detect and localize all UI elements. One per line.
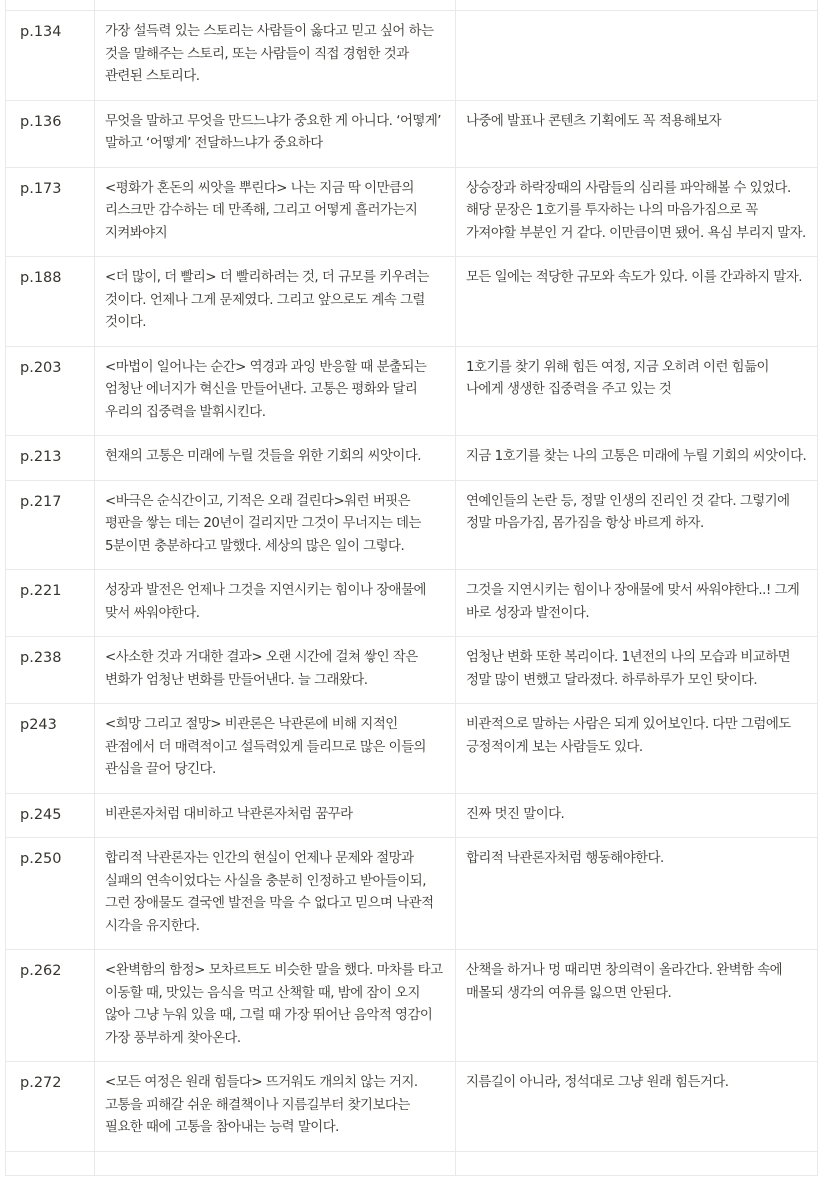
table-row xyxy=(6,704,818,794)
table-row xyxy=(6,480,818,570)
table-row xyxy=(6,838,818,950)
page-number-cell[interactable]: p.188 xyxy=(6,257,95,347)
reading-notes-table xyxy=(5,0,818,1176)
quote-cell[interactable] xyxy=(95,1151,456,1175)
table-row xyxy=(6,570,818,637)
page-number-cell[interactable]: p.238 xyxy=(6,637,95,704)
table-row xyxy=(6,346,818,436)
table-row xyxy=(6,950,818,1062)
quote-cell[interactable]: <희망 그리고 절망> 비관론은 낙관론에 비해 지적인 관점에서 더 매력적이고 설득력있게 들리므로 많은 이들의 관심을 끌어 당긴다. xyxy=(95,704,456,794)
page-number-cell[interactable]: p.221 xyxy=(6,570,95,637)
thought-cell[interactable]: 비관적으로 말하는 사람은 되게 있어보인다. 다만 그럼에도 긍정적이게 보는 사람들도 있다. xyxy=(456,704,818,794)
thought-cell[interactable]: 엄청난 변화 또한 복리이다. 1년전의 나의 모습과 비교하면 정말 많이 변했고 달라졌다. 하루하루가 모인 탓이다. xyxy=(456,637,818,704)
page-number-cell[interactable]: p.136 xyxy=(6,100,95,167)
page-number-cell[interactable] xyxy=(6,1151,95,1175)
thought-cell[interactable] xyxy=(456,0,818,11)
thought-cell[interactable]: 나중에 발표나 콘텐츠 기획에도 꼭 적용해보자 xyxy=(456,100,818,167)
quote-cell[interactable]: 가장 설득력 있는 스토리는 사람들이 옳다고 믿고 싶어 하는 것을 말해주는 스토리, 또는 사람들이 직접 경험한 것과 관련된 스토리다. xyxy=(95,11,456,101)
page-number-cell[interactable]: p.245 xyxy=(6,793,95,838)
quote-cell[interactable]: <평화가 혼돈의 씨앗을 뿌린다> 나는 지금 딱 이만큼의 리스크만 감수하는 데 만족해, 그리고 어떻게 흘러가는지 지켜봐야지 xyxy=(95,167,456,257)
page-number-cell[interactable]: p.173 xyxy=(6,167,95,257)
page-number-cell[interactable]: p.272 xyxy=(6,1062,95,1152)
page-number-cell[interactable]: p.262 xyxy=(6,950,95,1062)
thought-cell[interactable]: 산책을 하거나 멍 때리면 창의력이 올라간다. 완벽함 속에 매몰되 생각의 여유를 잃으면 안된다. xyxy=(456,950,818,1062)
table-row xyxy=(6,11,818,101)
quote-cell[interactable]: 성장과 발전은 언제나 그것을 지연시키는 힘이나 장애물에 맞서 싸워야한다. xyxy=(95,570,456,637)
quote-cell[interactable]: 현재의 고통은 미래에 누릴 것들을 위한 기회의 씨앗이다. xyxy=(95,436,456,481)
page-number-cell[interactable]: p.217 xyxy=(6,480,95,570)
quote-cell[interactable]: <사소한 것과 거대한 결과> 오랜 시간에 걸쳐 쌓인 작은 변화가 엄청난 변화를 만들어낸다. 늘 그래왔다. xyxy=(95,637,456,704)
quote-cell[interactable]: <더 많이, 더 빨리> 더 빨리하려는 것, 더 규모를 키우려는 것이다. 언제나 그게 문제였다. 그리고 앞으로도 계속 그럴 것이다. xyxy=(95,257,456,347)
page-number-cell[interactable]: p243 xyxy=(6,704,95,794)
table-row xyxy=(6,436,818,481)
page-number-cell[interactable] xyxy=(6,0,95,11)
thought-cell[interactable] xyxy=(456,1151,818,1175)
table-row xyxy=(6,0,818,11)
quote-cell[interactable]: 비관론자처럼 대비하고 낙관론자처럼 꿈꾸라 xyxy=(95,793,456,838)
table-row xyxy=(6,1151,818,1175)
quote-cell[interactable]: <완벽함의 함정> 모차르트도 비슷한 말을 했다. 마차를 타고 이동할 때, 맛있는 음식을 먹고 산책할 때, 밤에 잠이 오지 않아 그냥 누워 있을 때, 그럴 때 가장 뛰어난 음악적 영감이 가장 풍부하게 찾아온다. xyxy=(95,950,456,1062)
table-row xyxy=(6,100,818,167)
thought-cell[interactable]: 모든 일에는 적당한 규모와 속도가 있다. 이를 간과하지 말자. xyxy=(456,257,818,347)
quote-cell[interactable] xyxy=(95,0,456,11)
quote-cell[interactable]: 합리적 낙관론자는 인간의 현실이 언제나 문제와 절망과 실패의 연속이었다는 사실을 충분히 인정하고 받아들이되, 그런 장애물도 결국엔 발전을 막을 수 없다고 믿으며 낙관적 시각을 유지한다. xyxy=(95,838,456,950)
table-row xyxy=(6,1062,818,1152)
quote-cell[interactable]: 무엇을 말하고 무엇을 만드느냐가 중요한 게 아니다. ‘어떻게’ 말하고 ‘어떻게’ 전달하느냐가 중요하다 xyxy=(95,100,456,167)
thought-cell[interactable]: 진짜 멋진 말이다. xyxy=(456,793,818,838)
table-row xyxy=(6,257,818,347)
page-number-cell[interactable]: p.134 xyxy=(6,11,95,101)
page-number-cell[interactable]: p.203 xyxy=(6,346,95,436)
table-row xyxy=(6,167,818,257)
table-row xyxy=(6,637,818,704)
notes-table-body xyxy=(6,0,818,1175)
page-number-cell[interactable]: p.250 xyxy=(6,838,95,950)
thought-cell[interactable]: 합리적 낙관론자처럼 행동해야한다. xyxy=(456,838,818,950)
table-row xyxy=(6,793,818,838)
thought-cell[interactable]: 그것을 지연시키는 힘이나 장애물에 맞서 싸워야한다..! 그게 바로 성장과 발전이다. xyxy=(456,570,818,637)
quote-cell[interactable]: <모든 여정은 원래 힘들다> 뜨거워도 개의치 않는 거지. 고통을 피해갈 쉬운 해결책이나 지름길부터 찾기보다는 필요한 때에 고통을 참아내는 능력 말이다. xyxy=(95,1062,456,1152)
page-number-cell[interactable]: p.213 xyxy=(6,436,95,481)
thought-cell[interactable]: 지름길이 아니라, 정석대로 그냥 원래 힘든거다. xyxy=(456,1062,818,1152)
thought-cell[interactable]: 지금 1호기를 찾는 나의 고통은 미래에 누릴 기회의 씨앗이다. xyxy=(456,436,818,481)
thought-cell[interactable]: 1호기를 찾기 위해 힘든 여정, 지금 오히려 이런 힘듦이 나에게 생생한 집중력을 주고 있는 것 xyxy=(456,346,818,436)
thought-cell[interactable] xyxy=(456,11,818,101)
thought-cell[interactable]: 연예인들의 논란 등, 정말 인생의 진리인 것 같다. 그렇기에 정말 마음가짐, 몸가짐을 항상 바르게 하자. xyxy=(456,480,818,570)
quote-cell[interactable]: <바극은 순식간이고, 기적은 오래 걸린다>워런 버핏은 평판을 쌓는 데는 20년이 걸리지만 그것이 무너지는 데는 5분이면 충분하다고 말했다. 세상의 많은 일이 그렇다. xyxy=(95,480,456,570)
quote-cell[interactable]: <마법이 일어나는 순간> 역경과 과잉 반응할 때 분출되는 엄청난 에너지가 혁신을 만들어낸다. 고통은 평화와 달리 우리의 집중력을 발휘시킨다. xyxy=(95,346,456,436)
thought-cell[interactable]: 상승장과 하락장때의 사람들의 심리를 파악해볼 수 있었다. 해당 문장은 1호기를 투자하는 나의 마음가짐으로 꼭 가져야할 부분인 거 같다. 이만큼이면 됐어. 욕심 부리지 말자. xyxy=(456,167,818,257)
